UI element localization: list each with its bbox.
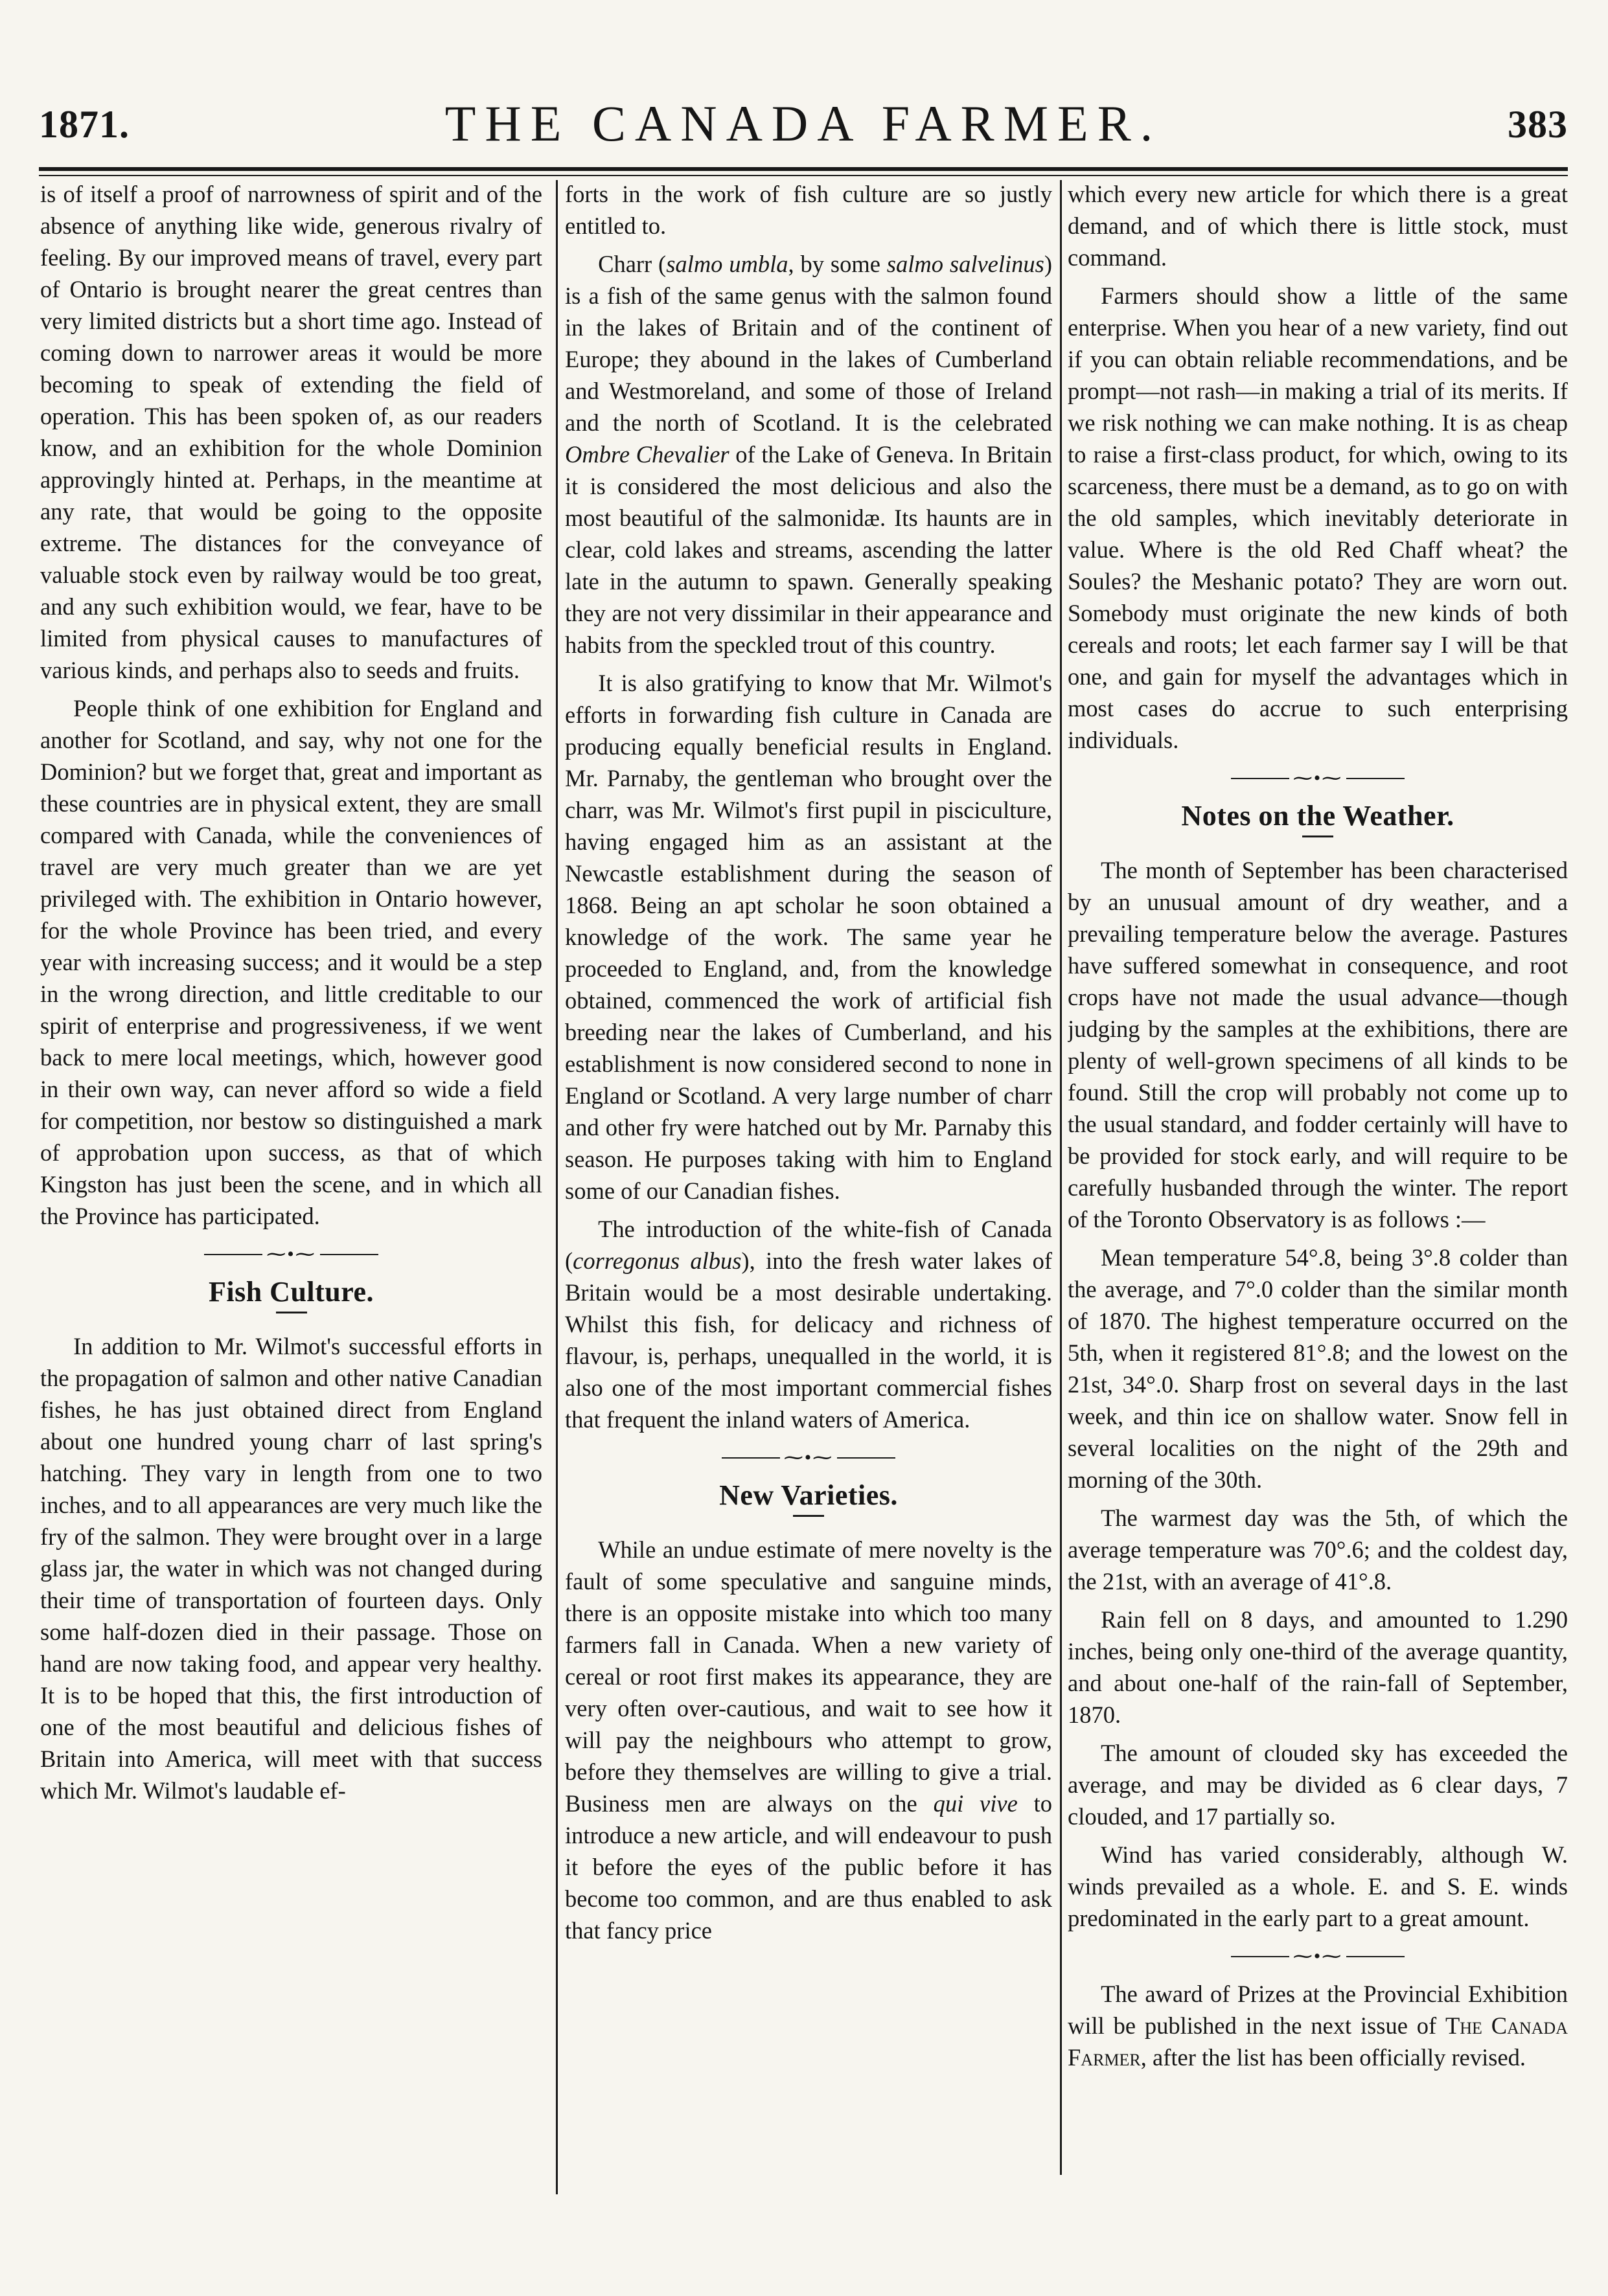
section-heading-fish-culture: Fish Culture. <box>208 1276 374 1308</box>
paragraph: The award of Prizes at the Provincial Exhibition will be published in the next issue of The Canada Farmer, after the list has been officially revised. <box>1068 1981 1568 2071</box>
paragraph: Farmers should show a little of the same enterprise. When you hear of a new variety, find out if you can obtain reliable recommendations, and be prompt—not rash—in making a trial of its merits. If we risk nothing we can make nothing. It is as cheap to raise a first-class product, for which, owing to its scarceness, there must be a demand, as to go on with the old samples, which inevitably deteriorate in value. Where is the old Red Chaff wheat? the Soules? the Meshanic potato? They are worn out. Somebody must originate the new kinds of both cereals and roots; let each farmer say I will be that one, and gain for myself the advantages which in most cases do accrue to such enterprising individuals. <box>1068 282 1568 753</box>
paragraph: forts in the work of fish culture are so justly entitled to. <box>565 181 1052 239</box>
column-divider-1 <box>556 180 558 2194</box>
paragraph: Mean temperature 54°.8, being 3°.8 colder than the average, and 7°.0 colder than the similar month of 1870. The highest temperature occurred on the 5th, when it registered 81°.8; and the lowest on the 21st, 34°.0. Sharp frost on several days in the last week, and thin ice on shallow water. Snow fell in several localities on the night of the 29th and morning of the 30th. <box>1068 1244 1568 1494</box>
heading-dash <box>1302 835 1333 837</box>
paragraph: Charr (salmo umbla, by some salmo salvelinus) is a fish of the same genus with the salmon found in the lakes of Britain and of the continent of Europe; they abound in the lakes of Cumberland and Westmoreland, and some of those of Ireland and the north of Scotland. It is the celebrated Ombre Chevalier of the Lake of Geneva. In Britain it is considered the most delicious and also the most beautiful of the salmonidæ. Its haunts are in clear, cold lakes and streams, ascending the latter late in the autumn to spawn. Generally speaking they are not very dissimilar in their appearance and habits from the speckled trout of this country. <box>565 251 1052 658</box>
column-2 <box>565 178 1052 2244</box>
section-ornament: ⁓•⁓ <box>40 1244 542 1264</box>
paragraph: It is also gratifying to know that Mr. Wilmot's efforts in forwarding fish culture in Canada are producing equally beneficial results in England. Mr. Parnaby, the gentleman who brought over the charr, was Mr. Wilmot's first pupil in pisciculture, having engaged him as an assistant at the Newcastle establishment during the season of 1868. Being an apt scholar he soon obtained a knowledge of the work. The same year he proceeded to England, and, from the knowledge obtained, commenced the work of artificial fish breeding near the lakes of Cumberland, and his establishment is now considered second to none in England or Scotland. A very large number of charr and other fry were hatched out by Mr. Parnaby this season. He purposes taking with him to England some of our Canadian fishes. <box>565 670 1052 1204</box>
paragraph: People think of one exhibition for England and another for Scotland, and say, why not one for the Dominion? but we forget that, great and important as these countries are in physical extent, they are small compared with Canada, while the conveniences of travel are very much greater than we are yet privileged with. The exhibition in Ontario however, for the whole Province has been tried, and every year with increasing success; and it would be a step in the wrong direction, and little creditable to our spirit of enterprise and progressiveness, if we went back to mere local meetings, which, however good in their own way, can never afford so wide a field for competition, nor bestow so distinguished a mark of approbation upon success, as that of which Kingston has just been the scene, and in which all the Province has participated. <box>40 695 542 1229</box>
paragraph: The introduction of the white-fish of Canada (corregonus albus), into the fresh water lakes of Britain would be a most desirable undertaking. Whilst this fish, for delicacy and richness of flavour, is, perhaps, unequalled in the world, it is also one of the most important commercial fishes that frequent the inland waters of America. <box>565 1216 1052 1433</box>
section-heading-notes-on-the-weather: Notes on the Weather. <box>1181 800 1454 832</box>
header-rule <box>39 167 1568 176</box>
heading-dash <box>793 1515 824 1517</box>
issue-year: 1871. <box>39 103 130 146</box>
paragraph: Rain fell on 8 days, and amounted to 1.290 inches, being only one-third of the average quantity, and about one-half of the rain-fall of September, 1870. <box>1068 1606 1568 1729</box>
paragraph: which every new article for which there is a great demand, and of which there is little stock, must command. <box>1068 181 1568 271</box>
masthead <box>39 91 1568 162</box>
section-ornament: ⁓•⁓ <box>1068 767 1568 788</box>
column-3 <box>1068 178 1568 2244</box>
paragraph: The amount of clouded sky has exceeded the average, and may be divided as 6 clear days, 7 clouded, and 17 partially so. <box>1068 1740 1568 1830</box>
paragraph: While an undue estimate of mere novelty is the fault of some speculative and sanguine minds, there is an opposite mistake into which too many farmers fall in Canada. When a new variety of cereal or root first makes its appearance, they are very often over-cautious, and wait to see how it will pay the neighbours who attempt to grow, before they themselves are willing to give a trial. Business men are always on the qui vive to introduce a new article, and will endeavour to push it before the eyes of the public before it has become too common, and are thus enabled to ask that fancy price <box>565 1536 1052 1944</box>
section-ornament: ⁓•⁓ <box>1068 1946 1568 1966</box>
heading-dash <box>276 1312 307 1313</box>
paragraph: In addition to Mr. Wilmot's successful efforts in the propagation of salmon and other native Canadian fishes, he has just obtained direct from England about one hundred young charr of last spring's hatching. They vary in length from one to two inches, and to all appearances are very much like the fry of the salmon. They were brought over in a large glass jar, the water in which was not changed during their time of transportation of fourteen days. Only some half-dozen died in their passage. Those on hand are now taking food, and appear very healthy. It is to be hoped that this, the first introduction of one of the most beautiful and delicious fishes of Britain into America, will meet with that success which Mr. Wilmot's laudable ef- <box>40 1333 542 1804</box>
column-1 <box>40 178 542 2244</box>
newspaper-title: THE CANADA FARMER. <box>444 95 1162 152</box>
section-heading-new-varieties: New Varieties. <box>719 1479 898 1512</box>
page-number: 383 <box>1508 103 1568 146</box>
paragraph: The warmest day was the 5th, of which the average temperature was 70°.6; and the coldest day, the 21st, with an average of 41°.8. <box>1068 1505 1568 1595</box>
paragraph: The month of September has been characterised by an unusual amount of dry weather, and a prevailing temperature below the average. Pastures have suffered somewhat in consequence, and root crops have not made the usual advance—though judging by the samples at the exhibitions, there are plenty of well-grown specimens of all kinds to be found. Still the crop will probably not come up to the usual standard, and fodder certainly will have to be provided for stock early, and will require to be carefully husbanded through the winter. The report of the Toronto Observatory is as follows :— <box>1068 857 1568 1233</box>
paragraph: Wind has varied considerably, although W. winds prevailed as a whole. E. and S. E. winds predominated in the early part to a great amount. <box>1068 1841 1568 1932</box>
section-ornament: ⁓•⁓ <box>565 1447 1052 1468</box>
column-divider-2 <box>1060 180 1062 2175</box>
paragraph: is of itself a proof of narrowness of spirit and of the absence of anything like wide, generous rivalry of feeling. By our improved means of travel, every part of Ontario is brought nearer the great centres than very limited districts but a short time ago. Instead of coming down to narrower areas it would be more becoming to speak of extending the field of operation. This has been spoken of, as our readers know, and an exhibition for the whole Dominion approvingly hinted at. Perhaps, in the meantime at any rate, that would be going to the opposite extreme. The distances for the conveyance of valuable stock even by railway would be too great, and any such exhibition would, we fear, have to be limited from physical causes to manufactures of various kinds, and perhaps also to seeds and fruits. <box>40 181 542 683</box>
